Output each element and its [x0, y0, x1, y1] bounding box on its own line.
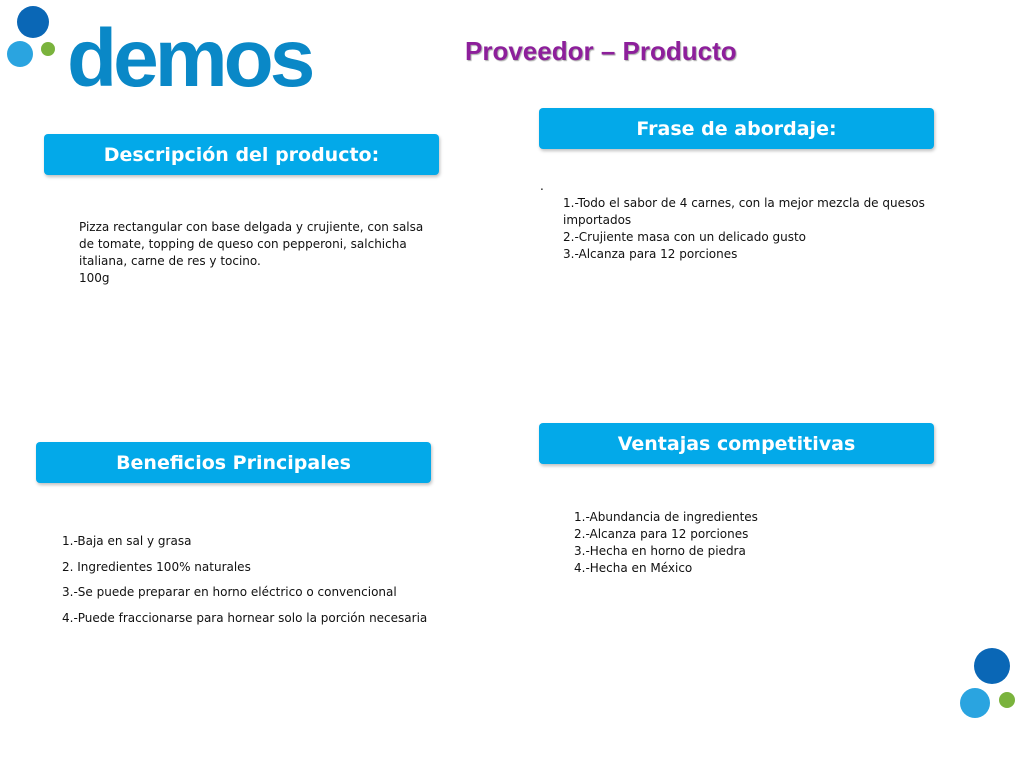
logo-dots-icon: [0, 0, 70, 80]
logo-wordmark: demos: [67, 13, 312, 104]
descripcion-line: 100g: [79, 271, 110, 285]
corner-dot-green: [999, 692, 1015, 708]
beneficios-item: 3.-Se puede preparar en horno eléctrico o convencional: [62, 585, 397, 599]
ventajas-item: 3.-Hecha en horno de piedra: [574, 544, 746, 558]
frase-item: 1.-Todo el sabor de 4 carnes, con la mejor mezcla de quesos: [563, 196, 925, 210]
descripcion-line: Pizza rectangular con base delgada y crujiente, con salsa: [79, 220, 424, 234]
logo-dot-dark-blue: [17, 6, 49, 38]
ventajas-list: [574, 509, 914, 577]
page-title: Proveedor – Producto: [465, 36, 737, 66]
frase-item: 2.-Crujiente masa con un delicado gusto: [563, 230, 807, 244]
header-descripcion: Descripción del producto:: [44, 134, 439, 175]
descripcion-text: [79, 219, 439, 287]
frase-bullet: .: [540, 179, 544, 193]
ventajas-item: 4.-Hecha en México: [574, 561, 693, 575]
beneficios-item: 4.-Puede fraccionarse para hornear solo la porción necesaria: [62, 610, 428, 625]
beneficios-list: [62, 533, 432, 627]
corner-dots-icon: [950, 640, 1024, 724]
header-beneficios: Beneficios Principales: [36, 442, 431, 483]
logo-dot-light-blue: [7, 41, 33, 67]
header-frase: Frase de abordaje:: [539, 108, 934, 149]
logo-dot-green: [41, 42, 55, 56]
descripcion-line: italiana, carne de res y tocino.: [79, 254, 261, 268]
frase-item: importados: [563, 213, 632, 227]
beneficios-item: 2. Ingredientes 100% naturales: [62, 559, 251, 574]
ventajas-item: 2.-Alcanza para 12 porciones: [574, 527, 749, 541]
ventajas-item: 1.-Abundancia de ingredientes: [574, 510, 758, 524]
frase-item: 3.-Alcanza para 12 porciones: [563, 247, 738, 261]
corner-dot-dark-blue: [974, 648, 1010, 684]
frase-list: [563, 195, 933, 263]
corner-dot-light-blue: [960, 688, 990, 718]
beneficios-item: 1.-Baja en sal y grasa: [62, 534, 192, 548]
descripcion-line: de tomate, topping de queso con pepperoni, salchicha: [79, 237, 407, 251]
header-ventajas: Ventajas competitivas: [539, 423, 934, 464]
